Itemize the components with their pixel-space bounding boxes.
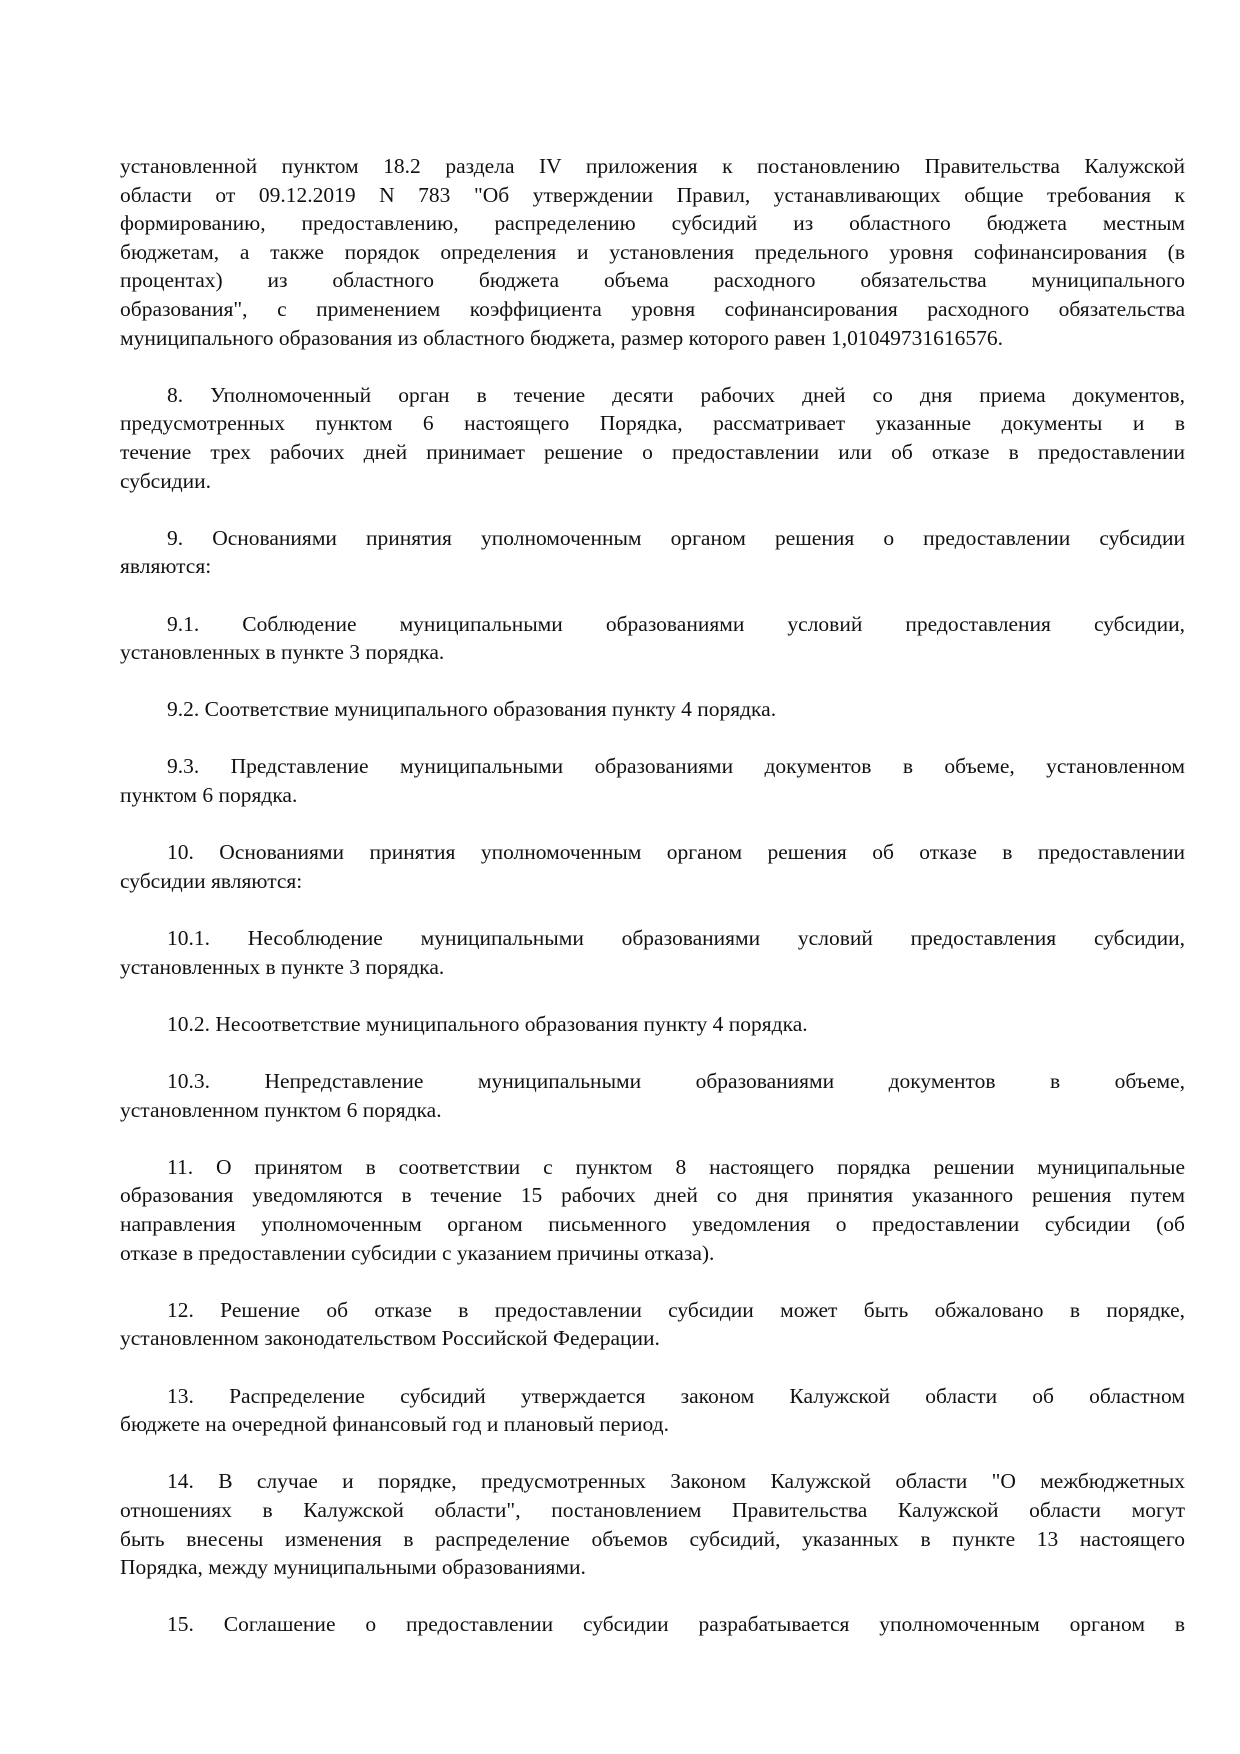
paragraph <box>120 1153 1185 1267</box>
text-line: 9.3. Представление муниципальными образованиями документов в объеме, установленном <box>167 754 1185 779</box>
text-line: формированию, предоставлению, распределению субсидий из областного бюджета местным <box>120 211 1185 236</box>
text-line: 8. Уполномоченный орган в течение десяти рабочих дней со дня приема документов, <box>167 382 1185 407</box>
paragraph <box>120 152 1185 352</box>
paragraph <box>120 1382 1185 1439</box>
paragraph <box>120 1067 1185 1124</box>
text-line: 11. О принятом в соответствии с пунктом 8 настоящего порядка решении муниципальные <box>167 1154 1185 1179</box>
paragraph <box>120 1296 1185 1353</box>
text-line: 14. В случае и порядке, предусмотренных Законом Калужской области "О межбюджетных <box>167 1469 1185 1494</box>
text-line: области от 09.12.2019 N 783 "Об утверждении Правил, устанавливающих общие требования к <box>120 182 1185 207</box>
paragraph <box>120 1610 1185 1639</box>
text-line: течение трех рабочих дней принимает решение о предоставлении или об отказе в предоставлении <box>120 439 1185 464</box>
paragraph <box>120 1467 1185 1581</box>
text-line: 9.1. Соблюдение муниципальными образованиями условий предоставления субсидии, <box>167 611 1185 636</box>
text-line: установленной пунктом 18.2 раздела IV приложения к постановлению Правительства Калужской <box>120 154 1185 178</box>
paragraph <box>120 695 1185 724</box>
text-line: отказе в предоставлении субсидии с указанием причины отказа). <box>120 1240 715 1265</box>
text-line: образования", с применением коэффициента уровня софинансирования расходного обязательства <box>120 296 1185 321</box>
paragraph <box>120 838 1185 895</box>
text-line: муниципального образования из областного бюджета, размер которого равен 1,01049731616576. <box>120 325 1004 350</box>
text-line: отношениях в Калужской области", постановлением Правительства Калужской области могут <box>120 1497 1185 1522</box>
paragraph <box>120 1010 1185 1039</box>
text-line: 10.2. Несоответствие муниципального образования пункту 4 порядка. <box>167 1011 808 1036</box>
text-line: 12. Решение об отказе в предоставлении субсидии может быть обжаловано в порядке, <box>167 1297 1185 1322</box>
paragraph <box>120 924 1185 981</box>
text-line: являются: <box>120 554 212 579</box>
paragraph <box>120 752 1185 809</box>
text-line: 10.1. Несоблюдение муниципальными образованиями условий предоставления субсидии, <box>167 926 1185 951</box>
text-line: пунктом 6 порядка. <box>120 783 298 808</box>
text-line: субсидии. <box>120 468 212 493</box>
text-line: 9.2. Соответствие муниципального образования пункту 4 порядка. <box>167 697 777 722</box>
text-line: 9. Основаниями принятия уполномоченным органом решения о предоставлении субсидии <box>167 525 1185 550</box>
text-line: 15. Соглашение о предоставлении субсидии разрабатывается уполномоченным органом в <box>167 1612 1185 1637</box>
text-line: быть внесены изменения в распределение объемов субсидий, указанных в пункте 13 настоящего <box>120 1526 1185 1551</box>
text-line: 10.3. Непредставление муниципальными образованиями документов в объеме, <box>167 1069 1185 1093</box>
text-line: установленном законодательством Российской Федерации. <box>120 1326 660 1351</box>
text-line: установленных в пункте 3 порядка. <box>120 640 445 665</box>
text-line: процентах) из областного бюджета объема расходного обязательства муниципального <box>120 268 1185 293</box>
text-line: направления уполномоченным органом письменного уведомления о предоставлении субсидии (об <box>120 1211 1185 1236</box>
text-line: установленном пунктом 6 порядка. <box>120 1097 442 1122</box>
text-line: образования уведомляются в течение 15 рабочих дней со дня принятия указанного решения путем <box>120 1183 1185 1208</box>
text-line: 13. Распределение субсидий утверждается законом Калужской области об областном <box>167 1383 1185 1408</box>
text-line: установленных в пункте 3 порядка. <box>120 954 445 979</box>
paragraph <box>120 610 1185 667</box>
document-page <box>120 152 1185 1667</box>
text-line: Порядка, между муниципальными образованиями. <box>120 1555 586 1580</box>
paragraph <box>120 381 1185 495</box>
paragraph <box>120 524 1185 581</box>
text-line: предусмотренных пунктом 6 настоящего Порядка, рассматривает указанные документы и в <box>120 411 1185 436</box>
text-line: бюджете на очередной финансовый год и плановый период. <box>120 1412 669 1437</box>
text-line: 10. Основаниями принятия уполномоченным органом решения об отказе в предоставлении <box>167 840 1185 865</box>
text-line: бюджетам, а также порядок определения и установления предельного уровня софинансирования (в <box>120 239 1185 264</box>
text-line: субсидии являются: <box>120 868 303 893</box>
